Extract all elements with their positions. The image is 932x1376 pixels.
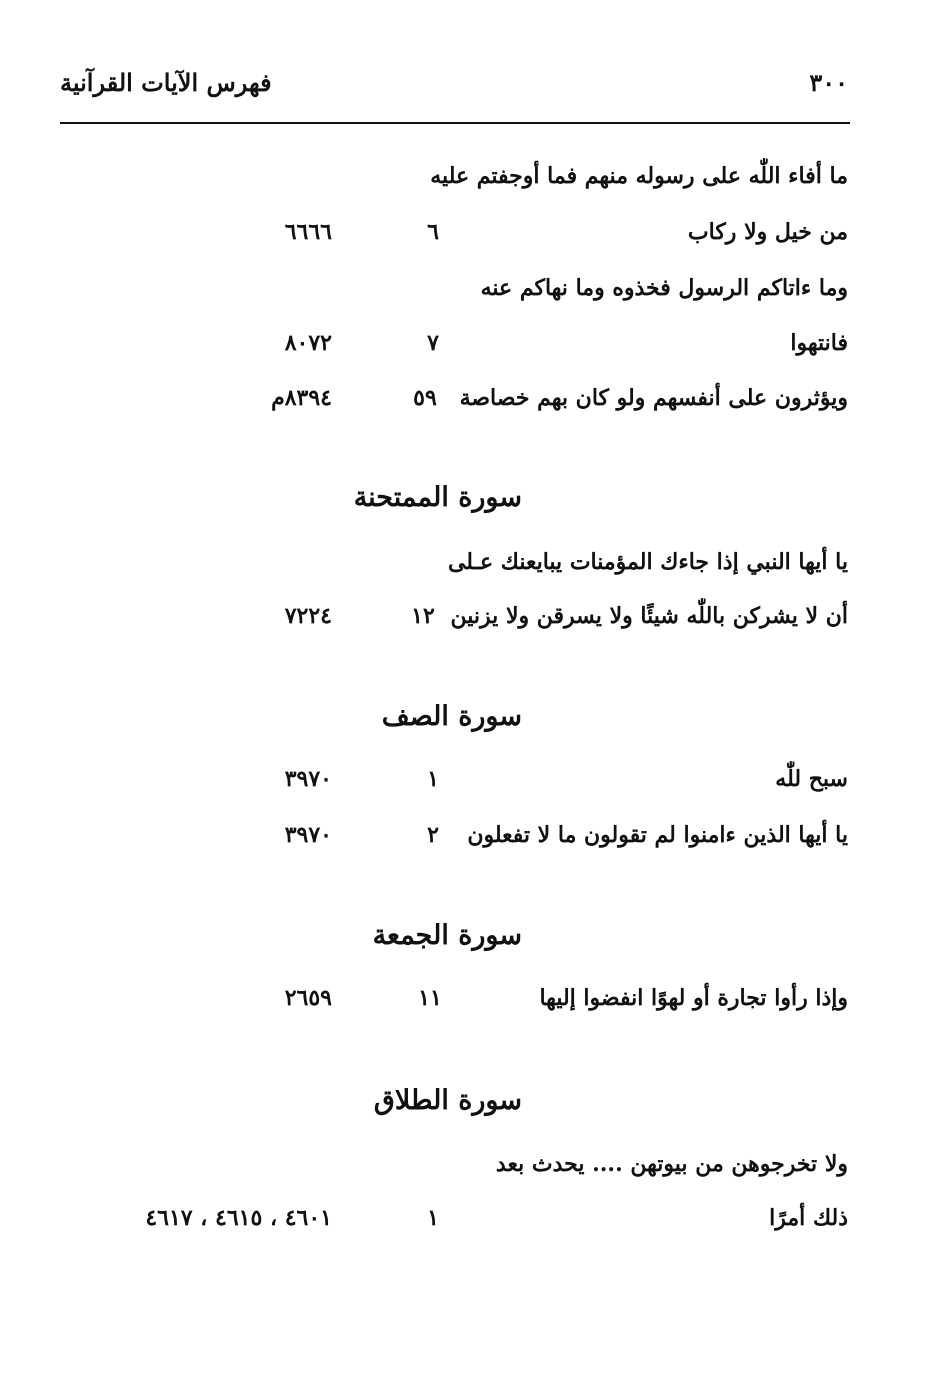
verse-number: ١٢ [411,603,435,629]
page-number: ٣٠٠ [809,68,848,97]
verse-text: من خيل ولا ركاب [687,219,848,245]
verse-number: ١ [427,1205,439,1231]
verse-text: يا أيها الذين ءامنوا لم تقولون ما لا تفعلون [467,822,848,848]
verse-number: ١١ [418,985,442,1011]
hadith-reference: ٨٠٧٢ [284,330,332,356]
verse-text: ما أفاء اللّٰه على رسوله منهم فما أوجفتم عليه [430,163,848,189]
verse-text: فانتهوا [790,330,848,356]
verse-text: يا أيها النبي إذا جاءك المؤمنات يبايعنك عـلى [447,549,848,575]
verse-text: وما ءاتاكم الرسول فخذوه وما نهاكم عنه [480,275,848,301]
verse-number: ٧ [427,330,439,356]
hadith-reference: ٧٢٢٤ [284,603,332,629]
hadith-reference: ٦٦٦٦ [284,219,332,245]
verse-text: ولا تخرجوهن من بيوتهن .... يحدث بعد [495,1151,848,1177]
surah-heading: سورة الطلاق [373,1085,522,1116]
verse-text: سبح للّٰه [775,766,848,792]
hadith-reference: ٣٩٧٠ [284,822,332,848]
verse-number: ٥٩ [413,385,437,411]
hadith-reference: ٢٦٥٩ [284,985,332,1011]
hadith-reference: ٨٣٩٤م [271,385,332,411]
verse-text: ويؤثرون على أنفسهم ولو كان بهم خصاصة [459,385,848,411]
running-title: فهرس الآيات القرآنية [60,68,272,97]
hadith-reference: ٣٩٧٠ [284,766,332,792]
verse-number: ١ [427,766,439,792]
verse-number: ٦ [427,219,439,245]
surah-heading: سورة الجمعة [372,920,522,951]
verse-text: أن لا يشركن باللّٰه شيئًا ولا يسرقن ولا يزنين [450,603,848,629]
verse-text: ذلك أمرًا [769,1205,848,1231]
surah-heading: سورة الصف [381,701,522,732]
hadith-reference: ٤٦٠١ ، ٤٦١٥ ، ٤٦١٧ [145,1205,332,1231]
verse-number: ٢ [427,822,439,848]
header-rule [60,122,850,124]
verse-text: وإذا رأوا تجارة أو لهوًا انفضوا إليها [539,985,848,1011]
surah-heading: سورة الممتحنة [353,482,522,513]
